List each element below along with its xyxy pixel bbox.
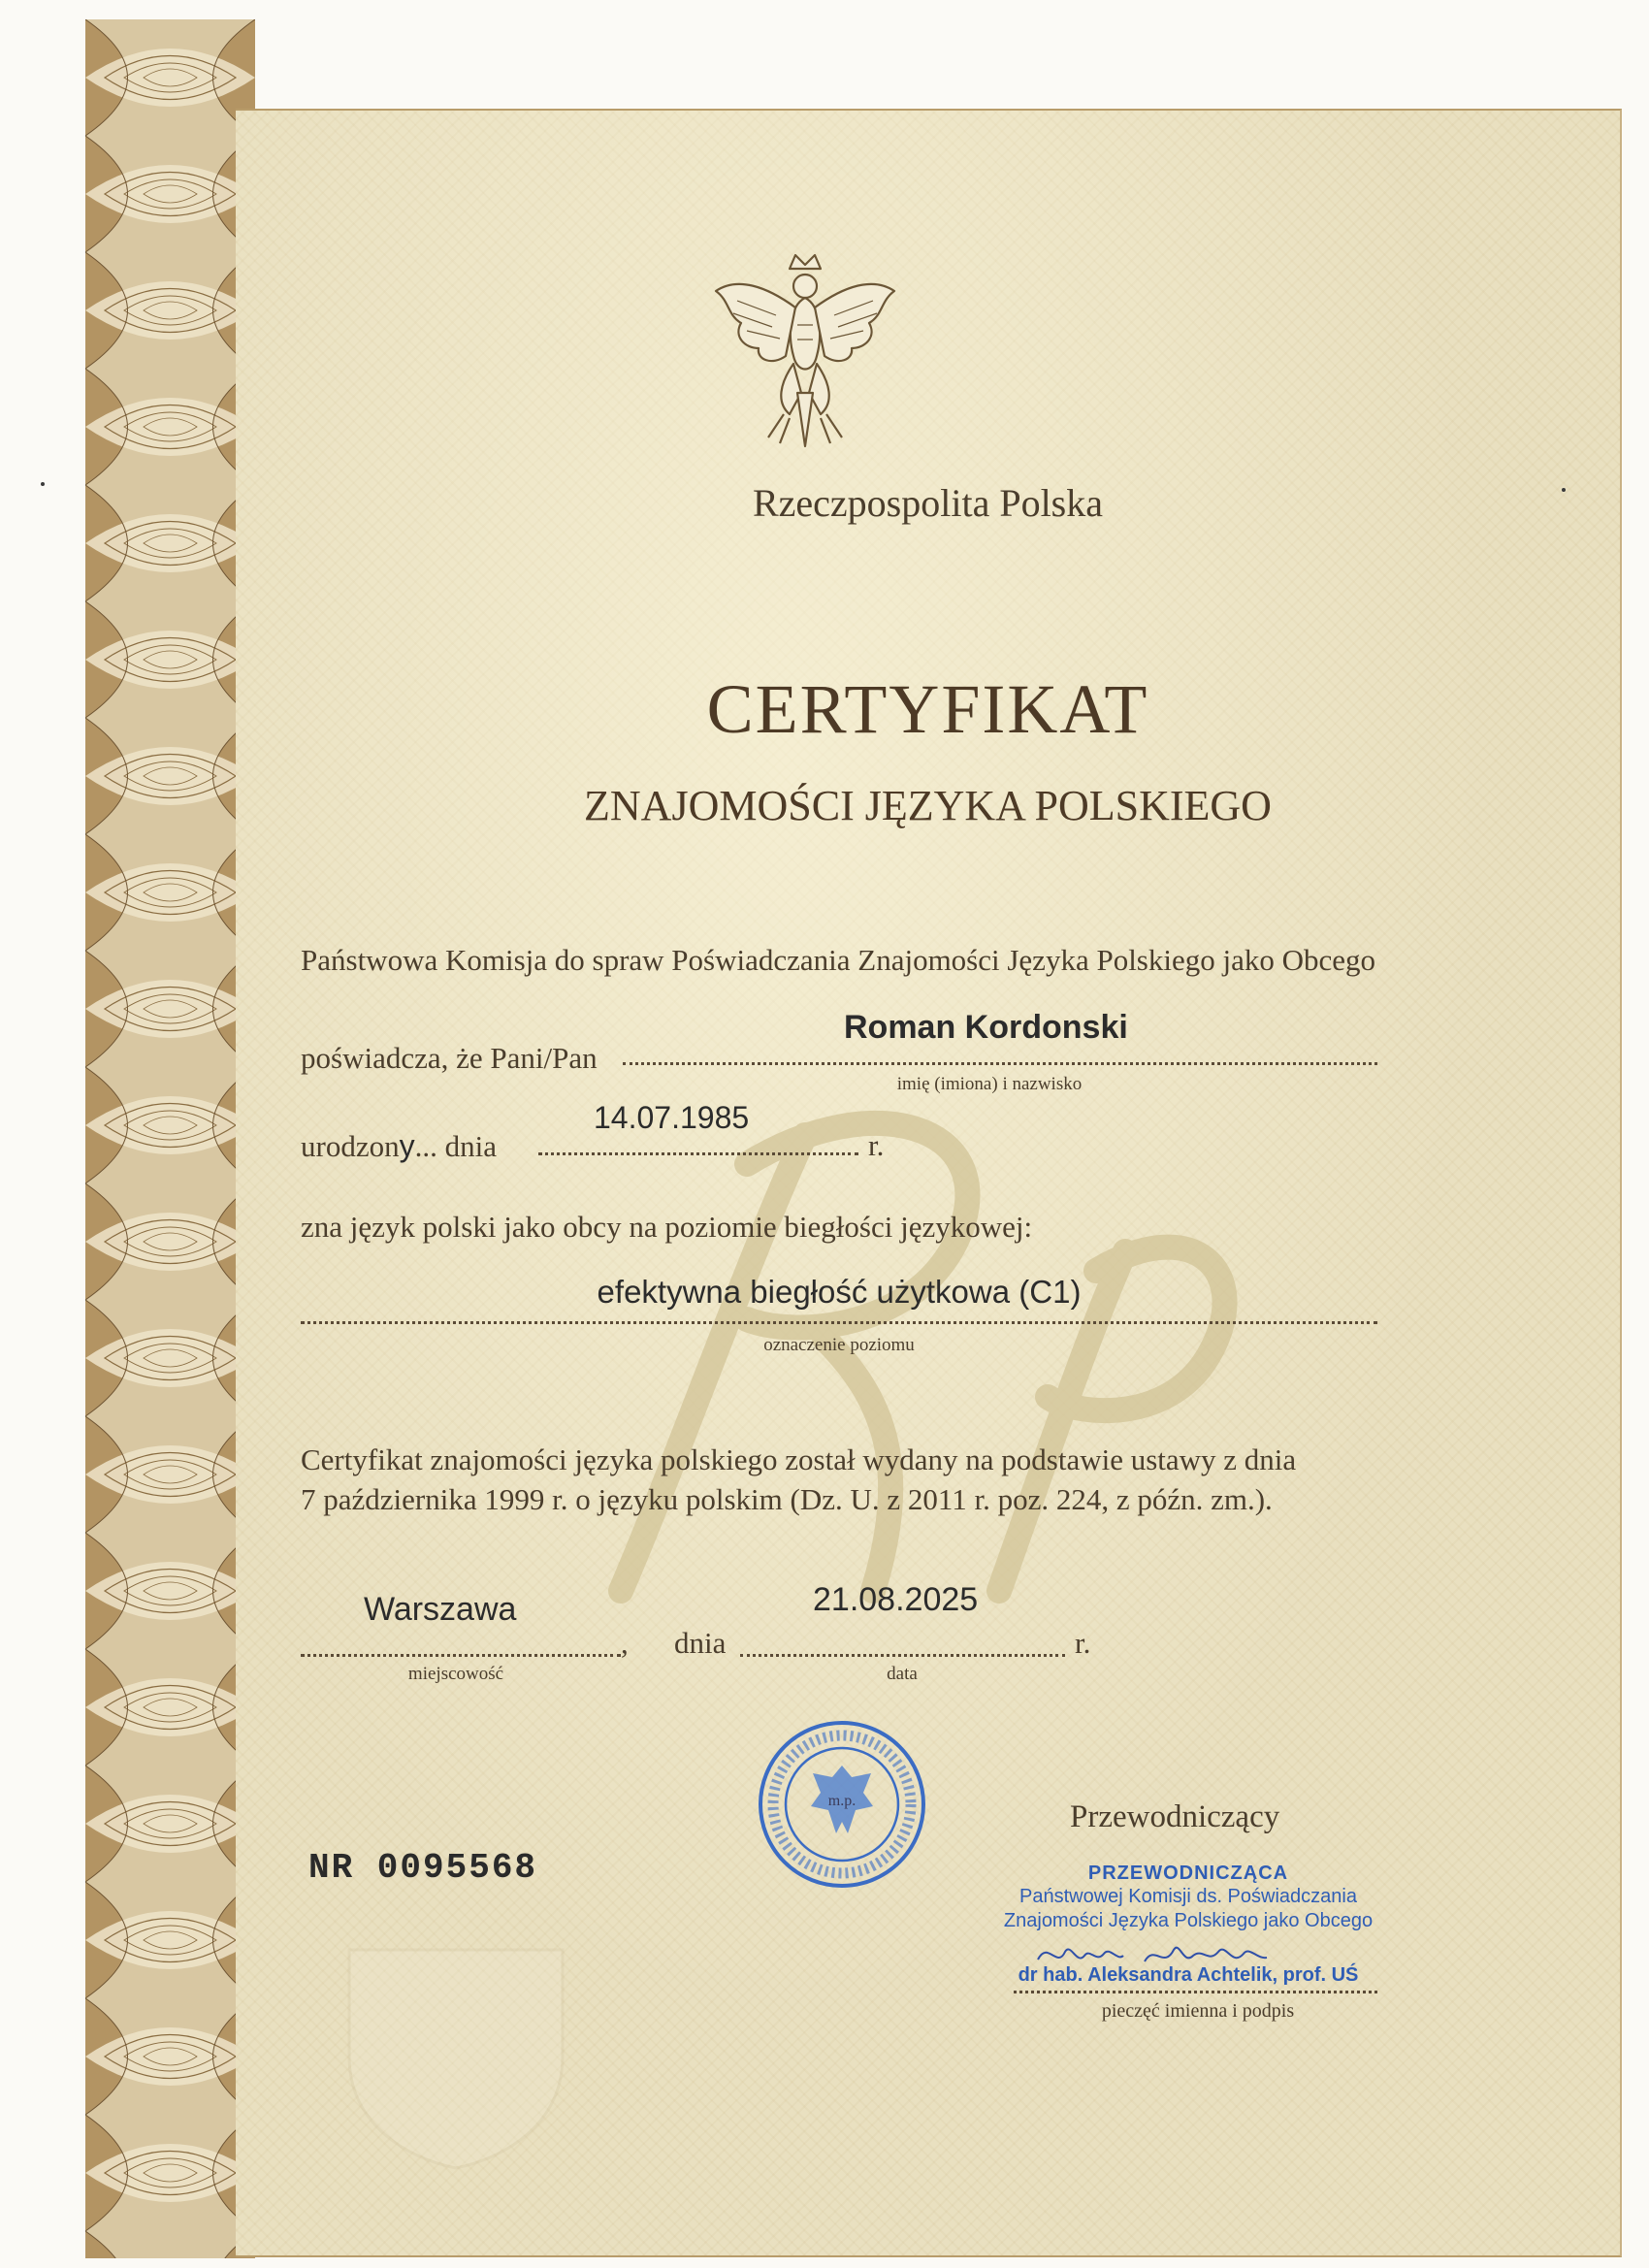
issue-place: Warszawa	[364, 1591, 517, 1628]
date-caption: data	[887, 1664, 918, 1684]
birth-date: 14.07.1985	[594, 1100, 750, 1135]
name-caption: imię (imiona) i nazwisko	[896, 1074, 1083, 1094]
scan-speck	[1562, 488, 1566, 492]
legal-basis-line1: Certyfikat znajomości języka polskiego został wydany na podstawie ustawy z dnia	[301, 1442, 1297, 1476]
country-name: Rzeczpospolita Polska	[752, 481, 1104, 525]
certifies-label: poświadcza, że Pani/Pan	[301, 1041, 598, 1075]
proficiency-level: efektywna biegłość użytkowa (C1)	[597, 1274, 1082, 1310]
stamp-line1: Państwowej Komisji ds. Poświadczania	[1019, 1886, 1357, 1907]
stamp-title: PRZEWODNICZĄCA	[1087, 1863, 1289, 1884]
level-caption: oznaczenie poziomu	[763, 1335, 915, 1355]
born-suffix: y	[399, 1128, 415, 1163]
stamp-line2: Znajomości Języka Polskiego jako Obcego	[1003, 1910, 1374, 1931]
eagle-emblem-icon	[708, 247, 902, 461]
born-day-label: ... dnia	[414, 1129, 497, 1163]
handwritten-signature	[1028, 1930, 1339, 1979]
scan-speck	[41, 482, 45, 486]
seal-mp-text: m.p.	[827, 1793, 857, 1809]
knows-label: zna język polski jako obcy na poziomie biegłości językowej:	[301, 1210, 1033, 1244]
sign-dotted-line	[1014, 1991, 1377, 1993]
born-label	[301, 1128, 497, 1164]
place-dotted-line	[301, 1654, 621, 1657]
name-dotted-line	[623, 1062, 1377, 1065]
place-separator: ,	[621, 1626, 629, 1660]
certificate-subtitle: ZNAJOMOŚCI JĘZYKA POLSKIEGO	[584, 782, 1272, 829]
birth-year-suffix: r.	[868, 1128, 885, 1162]
place-caption: miejscowość	[407, 1664, 504, 1684]
chair-label: Przewodniczący	[1070, 1799, 1280, 1834]
legal-basis-line2: 7 października 1999 r. o języku polskim (Dz. U. z 2011 r. poz. 224, z późn. zm.).	[301, 1482, 1273, 1516]
issue-date: 21.08.2025	[813, 1581, 979, 1618]
certificate-title: CERTYFIKAT	[706, 670, 1149, 748]
birth-dotted-line	[538, 1152, 858, 1155]
date-suffix: r.	[1075, 1626, 1091, 1660]
holder-name: Roman Kordonski	[844, 1009, 1128, 1046]
date-label: dnia	[674, 1626, 727, 1660]
guilloche-ribbon	[85, 19, 255, 2258]
commission-name: Państwowa Komisja do spraw Poświadczania Znajomości Języka Polskiego jako Obcego	[301, 943, 1376, 977]
stamp-signature-name: dr hab. Aleksandra Achtelik, prof. UŚ	[1018, 1964, 1359, 1986]
sign-caption: pieczęć imienna i podpis	[1101, 2000, 1295, 2022]
level-dotted-line	[301, 1321, 1377, 1324]
born-label-text: urodzon	[301, 1129, 400, 1163]
date-dotted-line	[740, 1654, 1065, 1657]
embossed-emblem-icon	[330, 1930, 582, 2173]
certificate-number: NR 0095568	[308, 1848, 538, 1888]
